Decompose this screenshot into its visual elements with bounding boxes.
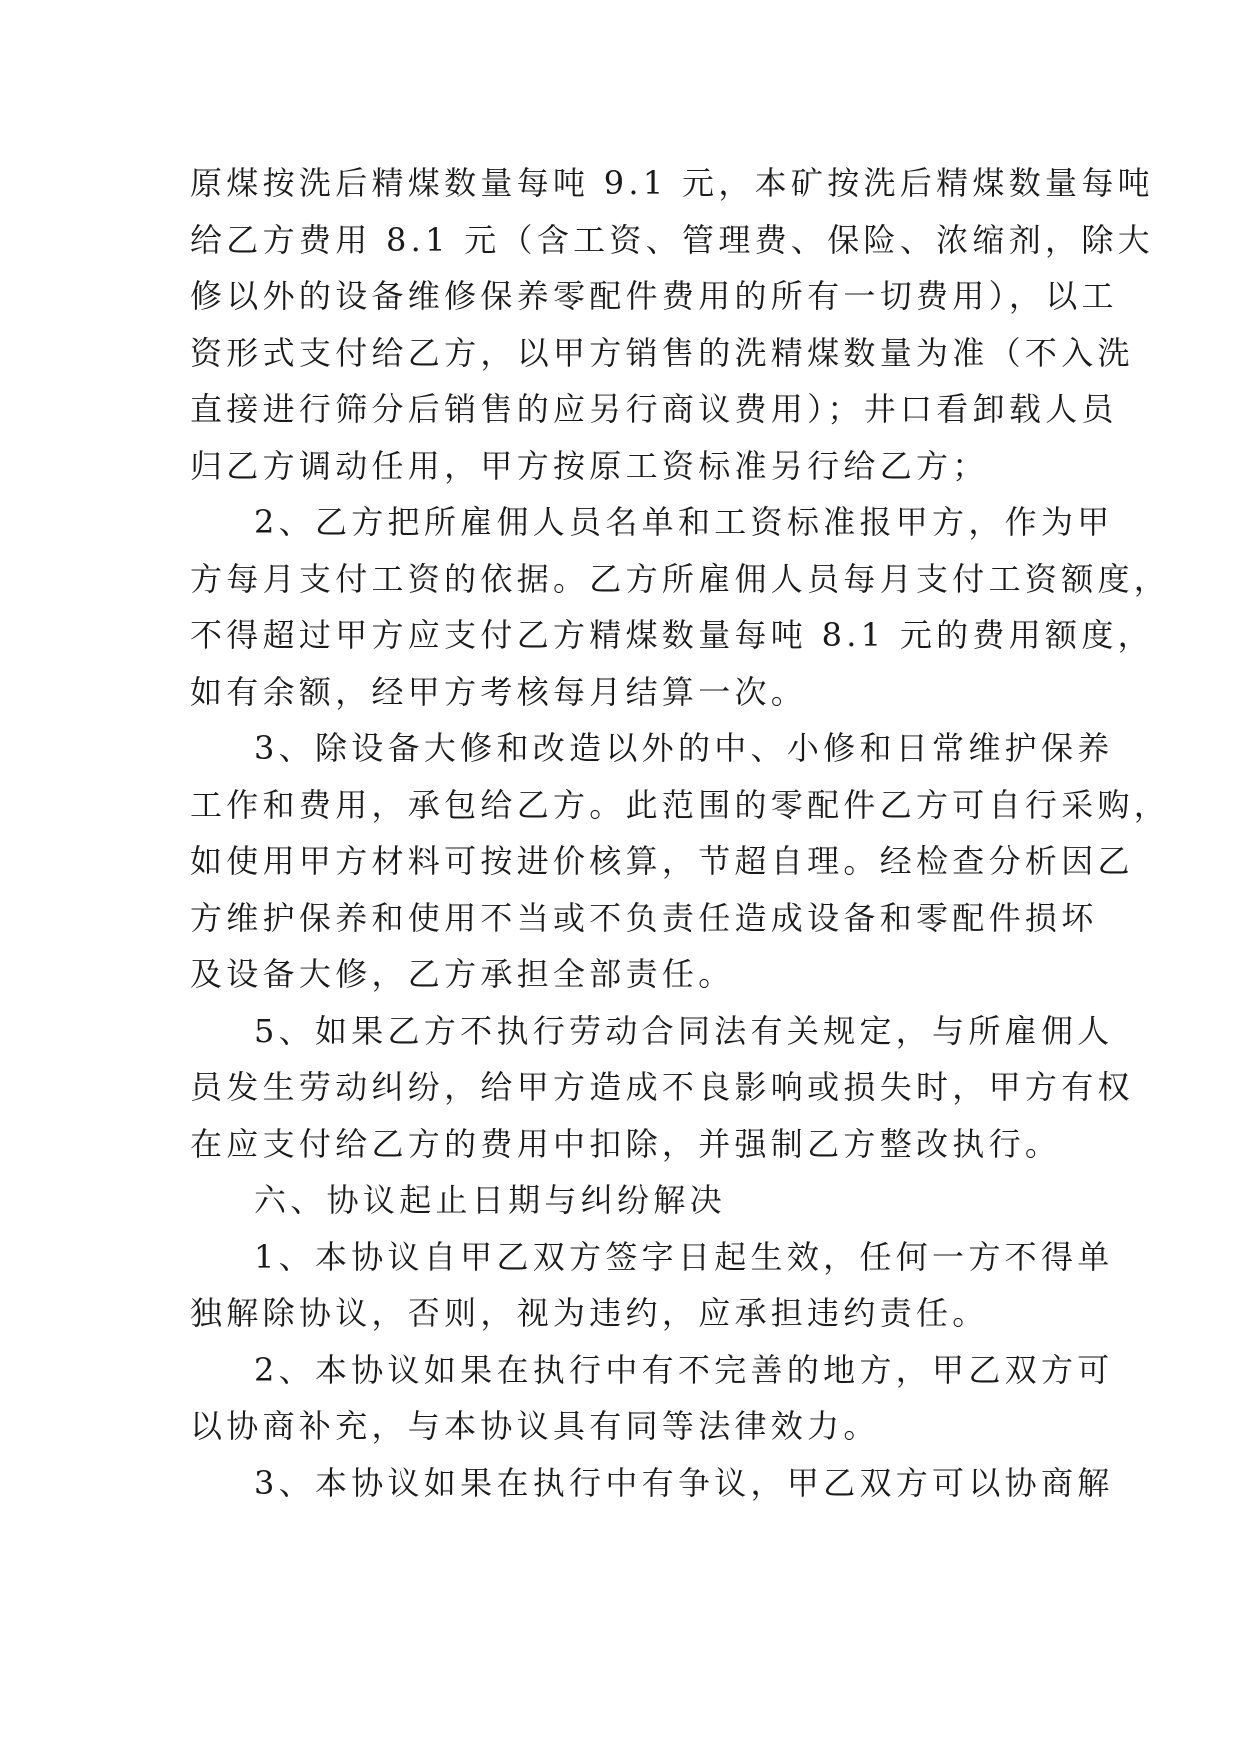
text-line: 及设备大修，乙方承担全部责任。 xyxy=(190,955,735,993)
text-line: 方每月支付工资的依据。乙方所雇佣人员每月支付工资额度， xyxy=(190,559,1171,598)
text-line: 资形式支付给乙方，以甲方销售的洗精煤数量为准（不入洗 xyxy=(190,333,1134,372)
text-line: 如使用甲方材料可按进价核算，节超自理。经检查分析因乙 xyxy=(190,842,1134,880)
clause-line: 2、本协议如果在执行中有不完善的地方，甲乙双方可 xyxy=(254,1350,1114,1389)
text-line: 独解除协议，否则，视为违约，应承担违约责任。 xyxy=(190,1294,989,1332)
text-line: 修以外的设备维修保养零配件费用的所有一切费用），以工 xyxy=(190,277,1118,315)
text-line: 工作和费用，承包给乙方。此范围的零配件乙方可自行采购， xyxy=(190,785,1171,824)
clause-line: 3、除设备大修和改造以外的中、小修和日常维护保养 xyxy=(254,729,1114,767)
text-line: 在应支付给乙方的费用中扣除，并强制乙方整改执行。 xyxy=(190,1124,1062,1163)
clause-line: 5、如果乙方不执行劳动合同法有关规定，与所雇佣人 xyxy=(254,1011,1114,1050)
text-line: 员发生劳动纠纷，给甲方造成不良影响或损失时，甲方有权 xyxy=(190,1068,1134,1106)
clause-line: 2、乙方把所雇佣人员名单和工资标准报甲方，作为甲 xyxy=(254,503,1114,541)
clause-line: 3、本协议如果在执行中有争议，甲乙双方可以协商解 xyxy=(254,1463,1114,1502)
clause-line: 1、本协议自甲乙双方签字日起生效，任何一方不得单 xyxy=(254,1237,1114,1276)
text-line: 原煤按洗后精煤数量每吨 9.1 元，本矿按洗后精煤数量每吨 xyxy=(190,164,1154,202)
text-line: 如有余额，经甲方考核每月结算一次。 xyxy=(190,672,808,711)
document-body xyxy=(190,155,1171,1511)
text-line: 方维护保养和使用不当或不负责任造成设备和零配件损坏 xyxy=(190,898,1098,937)
section-heading: 六、协议起止日期与纠纷解决 xyxy=(254,1181,726,1219)
text-line: 直接进行筛分后销售的应另行商议费用）；井口看卸载人员 xyxy=(190,390,1118,428)
text-line: 不得超过甲方应支付乙方精煤数量每吨 8.1 元的费用额度， xyxy=(190,616,1154,654)
text-line: 归乙方调动任用，甲方按原工资标准另行给乙方； xyxy=(190,446,989,485)
text-line: 给乙方费用 8.1 元（含工资、管理费、保险、浓缩剂，除大 xyxy=(190,220,1154,259)
text-line: 以协商补充，与本协议具有同等法律效力。 xyxy=(190,1407,880,1445)
